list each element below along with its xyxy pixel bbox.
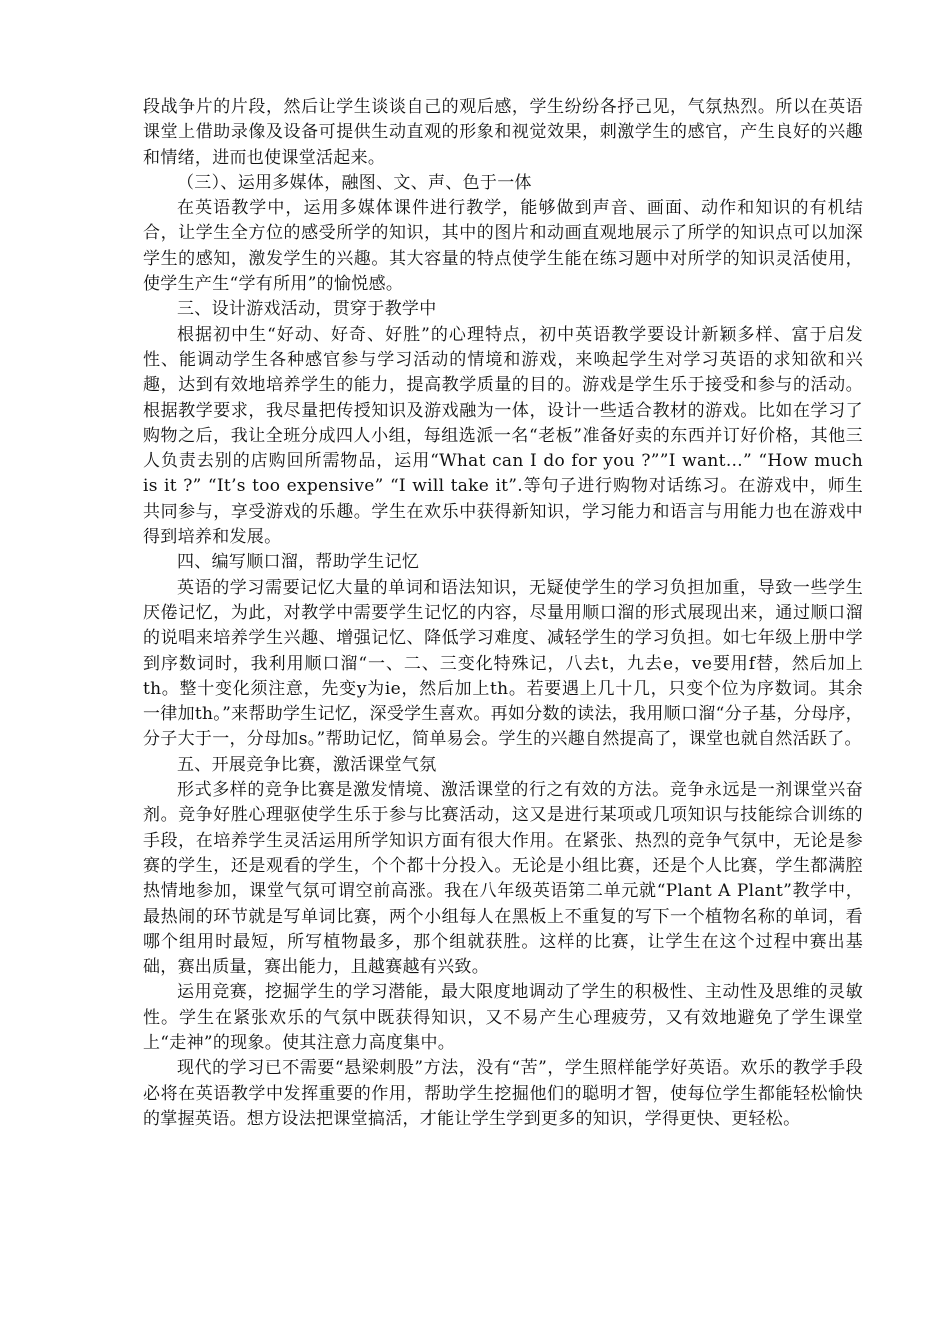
paragraph-conclusion: 现代的学习已不需要“悬梁刺股”方法，没有“苦”，学生照样能学好英语。欢乐的教学手段必将在英语教学中发挥重要的作用，帮助学生挖掘他们的聪明才智，使每位学生都能轻松愉快的掌握英语。想方设法把课堂搞活，才能让学生学到更多的知识，学得更快、更轻松。 [143,1058,863,1129]
paragraph-games: 根据初中生“好动、好奇、好胜”的心理特点，初中英语教学要设计新颖多样、富于启发性、能调动学生各种感官参与学习活动的情境和游戏，来唤起学生对学习英语的求知欲和兴趣，达到有效地培养学生的能力，提高教学质量的目的。游戏是学生乐于接受和参与的活动。根据教学要求，我尽量把传授知识及游戏融为一体，设计一些适合教材的游戏。比如在学习了购物之后，我让全班分成四人小组，每组选派一名“老板”准备好卖的东西并订好价格，其他三人负责去别的店购回所需物品，运用“What can I do for you ?””I want…” “How much is it ?” “It’s too expensive” “I will take it”.等句子进行购物对话练习。在游戏中，师生共同参与，享受游戏的乐趣。学生在欢乐中获得新知识，学习能力和语言与用能力也在游戏中得到培养和发展。 [143,324,863,548]
subheading-multimedia: （三）、运用多媒体，融图、文、声、色于一体 [177,172,532,193]
paragraph-rhymes: 英语的学习需要记忆大量的单词和语法知识，无疑使学生的学习负担加重，导致一些学生厌倦记忆，为此，对教学中需要学生记忆的内容，尽量用顺口溜的形式展现出来，通过顺口溜的说唱来培养学生兴趣、增强记忆、降低学习难度、减轻学生的学习负担。如七年级上册中学到序数词时，我利用顺口溜“一、二、三变化特殊记，八去t，九去e，ve要用f替，然后加上th。整十变化须注意，先变y为ie，然后加上th。若要遇上几十几，只变个位为序数词。其余一律加th。”来帮助学生记忆，深受学生喜欢。再如分数的读法，我用顺口溜“分子基，分母序，分子大于一，分母加s。”帮助记忆，简单易会。学生的兴趣自然提高了，课堂也就自然活跃了。 [143,577,863,750]
document-body [143,95,863,1132]
heading-games: 三、设计游戏活动，贯穿于教学中 [177,299,437,320]
paragraph-competition: 形式多样的竞争比赛是激发情境、激活课堂的行之有效的方法。竞争永远是一剂课堂兴奋剂。竞争好胜心理驱使学生乐于参与比赛活动，这又是进行某项或几项知识与技能综合训练的手段，在培养学生灵活运用所学知识方面有很大作用。在紧张、热烈的竞争气氛中，无论是参赛的学生，还是观看的学生，个个都十分投入。无论是小组比赛，还是个人比赛，学生都满腔热情地参加，课堂气氛可谓空前高涨。我在八年级英语第二单元就“Plant A Plant”教学中，最热闹的环节就是写单词比赛，两个小组每人在黑板上不重复的写下一个植物名称的单词，看哪个组用时最短，所写植物最多，那个组就获胜。这样的比赛，让学生在这个过程中赛出基础，赛出质量，赛出能力，且越赛越有兴致。 [143,780,863,978]
paragraph-potential: 运用竞赛，挖掘学生的学习潜能，最大限度地调动了学生的积极性、主动性及思维的灵敏性。学生在紧张欢乐的气氛中既获得知识，又不易产生心理疲劳，又有效地避免了学生课堂上“走神”的现象。使其注意力高度集中。 [143,982,863,1053]
heading-competition: 五、开展竞争比赛，激活课堂气氛 [177,754,437,775]
paragraph-continuation: 段战争片的片段，然后让学生谈谈自己的观后感，学生纷纷各抒己见，气氛热烈。所以在英语课堂上借助录像及设备可提供生动直观的形象和视觉效果，刺激学生的感官，产生良好的兴趣和情绪，进而也使课堂活起来。 [143,97,863,168]
paragraph-multimedia: 在英语教学中，运用多媒体课件进行教学，能够做到声音、画面、动作和知识的有机结合，让学生全方位的感受所学的知识，其中的图片和动画直观地展示了所学的知识点可以加深学生的感知，激发学生的兴趣。其大容量的特点使学生能在练习题中对所学的知识灵活使用，使学生产生“学有所用”的愉悦感。 [143,198,863,295]
heading-rhymes: 四、编写顺口溜，帮助学生记忆 [177,552,420,573]
